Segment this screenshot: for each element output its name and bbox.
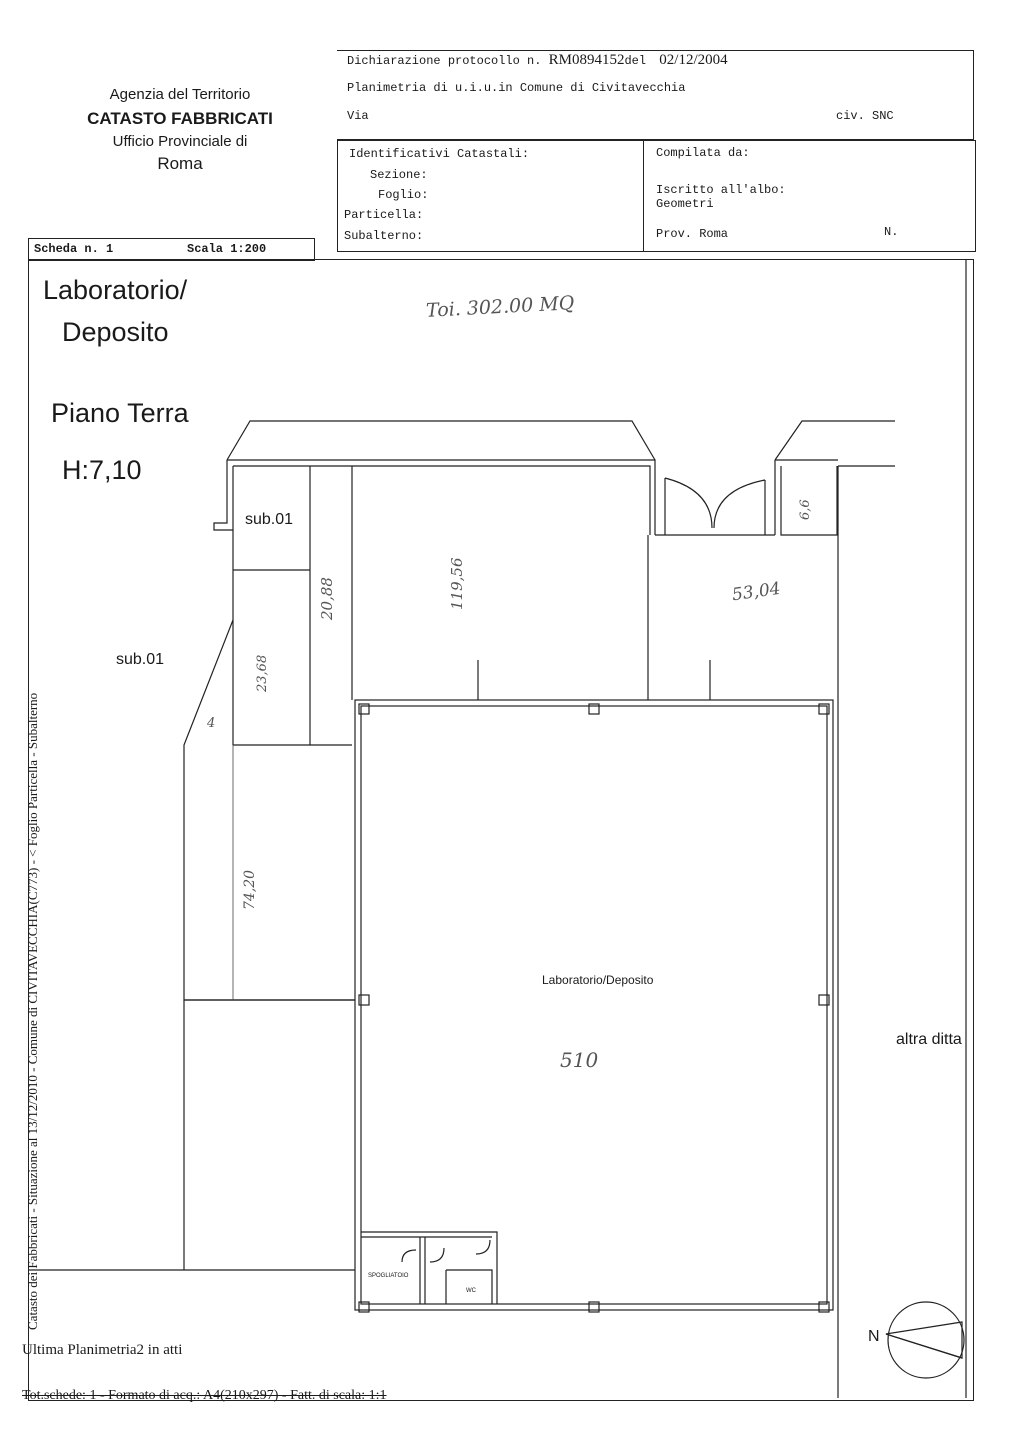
civ-label: civ. SNC: [836, 109, 894, 123]
particella-label: Particella:: [344, 208, 424, 222]
albo-label: Geometri: [656, 197, 714, 211]
north-label: N: [868, 1328, 880, 1345]
via-label: Via: [347, 109, 369, 123]
dim-23-68: 23,68: [255, 654, 270, 692]
scala-label: Scala 1:200: [187, 242, 267, 256]
identificativi-title: Identificativi Catastali:: [349, 147, 530, 161]
height-label: H:7,10: [62, 455, 142, 485]
subalterno-label: Subalterno:: [344, 229, 424, 243]
compass-circle: [888, 1302, 964, 1378]
ufficio-label: Ufficio Provinciale di: [112, 133, 248, 150]
service-block: [361, 1232, 497, 1304]
side-catasto-text: Catasto dei Fabbricati - Situazione al 13/12/2010 - Comune di CIVITAVECCHIA(C773) - < Foglio Particella - Subalterno: [25, 692, 40, 1330]
dim-6-6: 6,6: [798, 499, 813, 520]
door-arc-2: [430, 1248, 444, 1262]
wall-top-inner: [233, 466, 650, 535]
spogliatoio-label: SPOGLIATOIO: [368, 1273, 409, 1279]
sub01-top-label: sub.01: [245, 511, 294, 528]
spogliatoio-wall: [420, 1237, 425, 1304]
catasto-title: CATASTO FABBRICATI: [87, 109, 273, 128]
door-right-arc: [714, 480, 765, 528]
protocol-label: Dichiarazione protocollo n.: [347, 54, 542, 68]
dim-119-56: 119,56: [448, 557, 466, 610]
main-room-area: 510: [560, 1048, 599, 1072]
door-left-arc: [665, 478, 712, 528]
footer-tot-text: Tot.schede: 1 - Formato di acq.: A4(210x297) - Fatt. di scala: 1:1: [22, 1388, 387, 1403]
compilata-title: Compilata da:: [656, 146, 750, 160]
sub01-left-label: sub.01: [116, 651, 165, 668]
dim-74-20: 74,20: [242, 869, 258, 910]
roof-right: [775, 421, 895, 460]
roof-left: [227, 421, 655, 460]
plan-title-line1: Laboratorio/: [43, 275, 188, 305]
main-room-outer: [355, 700, 833, 1310]
floor-label: Piano Terra: [51, 398, 189, 428]
wall-left-upper: [214, 460, 233, 530]
foglio-label: Foglio:: [378, 188, 429, 202]
wall-right-block: [775, 460, 837, 535]
main-room-label: Laboratorio/Deposito: [542, 973, 654, 987]
protocol-number: RM0894152: [548, 52, 625, 68]
left-wing: [184, 570, 355, 1000]
dim-53-04: 53,04: [730, 578, 782, 606]
compass-line: [886, 1334, 962, 1358]
main-room-inner: [361, 706, 827, 1304]
plan-title-line2: Deposito: [62, 317, 169, 347]
n-label: N.: [884, 225, 899, 239]
scheda-label: Scheda n. 1: [34, 242, 114, 256]
ufficio-city: Roma: [157, 154, 203, 173]
dim-20-88: 20,88: [318, 577, 336, 620]
sezione-label: Sezione:: [370, 168, 428, 182]
footer-ultima: Ultima Planimetria2 in atti: [22, 1342, 183, 1358]
wc-wall: [446, 1270, 492, 1304]
compass-needle: [886, 1322, 962, 1358]
iscritto-label: Iscritto all'albo:: [656, 183, 786, 197]
agency-name: Agenzia del Territorio: [109, 86, 251, 103]
total-area-note: Toi. 302.00 MQ: [425, 292, 575, 322]
wc-label: WC: [466, 1288, 476, 1294]
protocol-line2: Planimetria di u.i.u.in Comune di Civitavecchia: [347, 81, 686, 95]
protocol-date: 02/12/2004: [659, 52, 728, 68]
door-arc-1: [402, 1250, 416, 1262]
altra-ditta-label: altra ditta: [896, 1031, 962, 1048]
prov-label: Prov. Roma: [656, 227, 729, 241]
door-arc-3: [476, 1240, 490, 1254]
protocol-del: del: [624, 54, 647, 68]
footer-tot: [22, 1388, 387, 1404]
dim-4: 4: [207, 716, 216, 731]
